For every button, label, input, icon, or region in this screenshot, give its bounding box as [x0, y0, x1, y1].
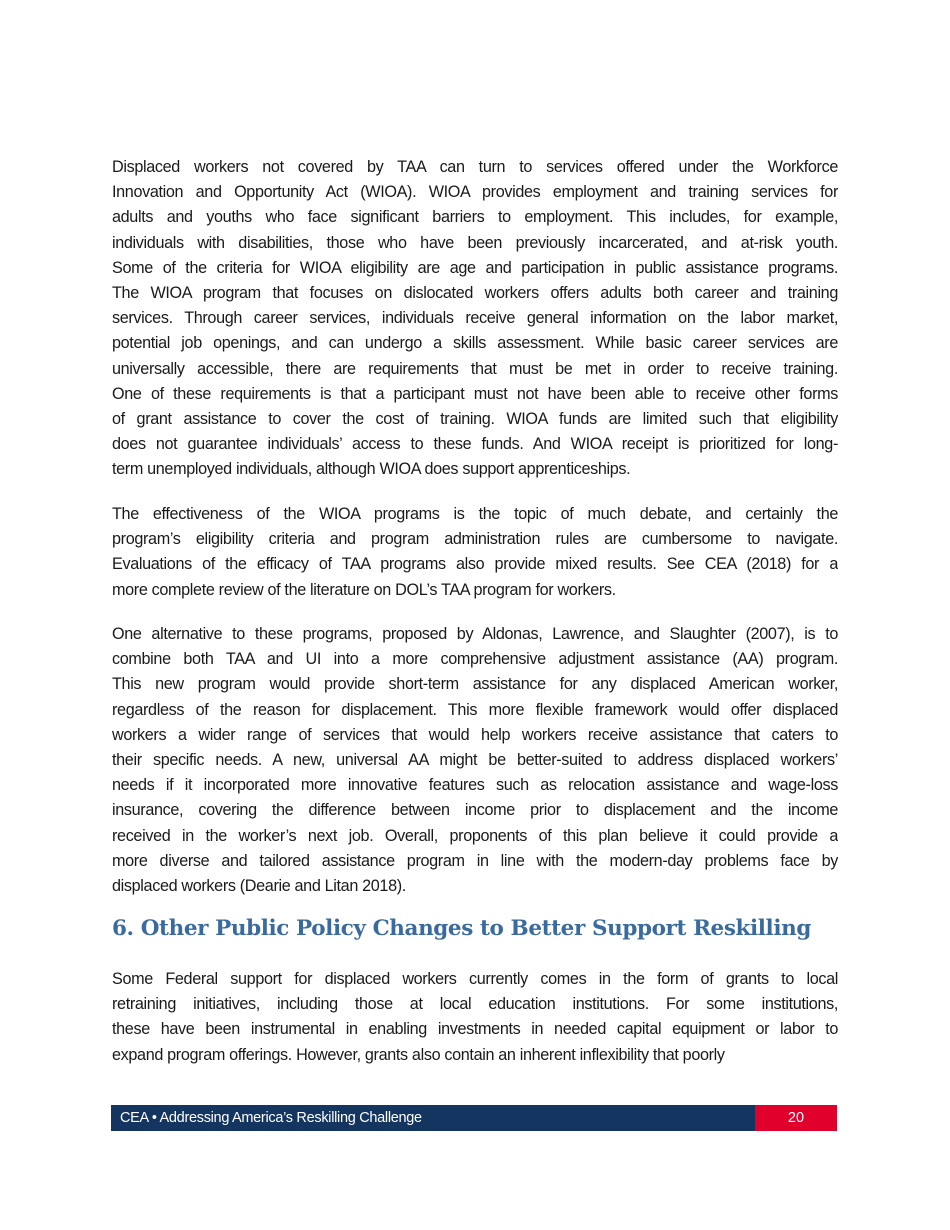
paragraph-federal-grants	[112, 967, 838, 1068]
text-line: term unemployed individuals, although WIOA does support apprenticeships.	[112, 460, 631, 479]
text-line: One alternative to these programs, proposed by Aldonas, Lawrence, and Slaughter (2007), is to	[112, 625, 838, 643]
text-line: potential job openings, and can undergo a skills assessment. While basic career services are	[112, 334, 838, 353]
text-line: adults and youths who face significant barriers to employment. This includes, for example,	[112, 208, 838, 227]
text-line: Some Federal support for displaced workers currently comes in the form of grants to local	[112, 970, 838, 988]
text-line: universally accessible, there are requirements that must be met in order to receive training.	[112, 359, 838, 378]
text-line: Evaluations of the efficacy of TAA programs also provide mixed results. See CEA (2018) for a	[112, 555, 838, 574]
text-line: of grant assistance to cover the cost of training. WIOA funds are limited such that eligibility	[112, 409, 838, 428]
text-line: workers a wider range of services that would help workers receive assistance that caters to	[112, 725, 838, 744]
text-line: program’s eligibility criteria and program administration rules are cumbersome to navigate.	[112, 530, 838, 549]
paragraph-wioa-overview	[112, 155, 838, 482]
text-line: received in the worker’s next job. Overall, proponents of this plan believe it could provide a	[112, 826, 838, 845]
text-line: regardless of the reason for displacement. This more flexible framework would offer displaced	[112, 700, 838, 719]
text-line: The WIOA program that focuses on dislocated workers offers adults both career and training	[112, 283, 838, 302]
text-line: more complete review of the literature on DOL’s TAA program for workers.	[112, 580, 616, 599]
text-line: Some of the criteria for WIOA eligibility are age and participation in public assistance programs.	[112, 258, 838, 277]
section-heading: 6. Other Public Policy Changes to Better Support Reskilling	[112, 916, 811, 941]
text-line: their specific needs. A new, universal AA might be better-suited to address displaced workers’	[112, 750, 838, 769]
footer-title: CEA • Addressing America’s Reskilling Challenge	[120, 1110, 422, 1126]
text-line: services. Through career services, individuals receive general information on the labor market,	[112, 309, 838, 328]
text-line: One of these requirements is that a participant must not have been able to receive other forms	[112, 384, 838, 403]
page-number-badge: 20	[755, 1105, 837, 1131]
text-line: does not guarantee individuals’ access to these funds. And WIOA receipt is prioritized for long-	[112, 435, 838, 454]
text-line: Innovation and Opportunity Act (WIOA). WIOA provides employment and training services for	[112, 183, 838, 202]
text-line: The effectiveness of the WIOA programs is the topic of much debate, and certainly the	[112, 505, 838, 523]
paragraph-wioa-effectiveness	[112, 502, 838, 603]
text-line: displaced workers (Dearie and Litan 2018).	[112, 876, 406, 895]
text-line: combine both TAA and UI into a more comprehensive adjustment assistance (AA) program.	[112, 650, 838, 669]
paragraph-aa-alternative	[112, 622, 838, 899]
text-line: insurance, covering the difference between income prior to displacement and the income	[112, 801, 838, 820]
page-footer	[111, 1105, 837, 1131]
text-line: needs if it incorporated more innovative features such as relocation assistance and wage-loss	[112, 776, 838, 795]
text-line: Displaced workers not covered by TAA can turn to services offered under the Workforce	[112, 158, 838, 176]
text-line: these have been instrumental in enabling investments in needed capital equipment or labor to	[112, 1020, 838, 1039]
text-line: expand program offerings. However, grants also contain an inherent inflexibility that poorly	[112, 1045, 725, 1064]
text-line: more diverse and tailored assistance program in line with the modern-day problems face by	[112, 851, 838, 870]
text-line: individuals with disabilities, those who have been previously incarcerated, and at-risk youth.	[112, 233, 838, 252]
text-line: This new program would provide short-term assistance for any displaced American worker,	[112, 675, 838, 694]
text-line: retraining initiatives, including those at local education institutions. For some institutions,	[112, 995, 838, 1014]
